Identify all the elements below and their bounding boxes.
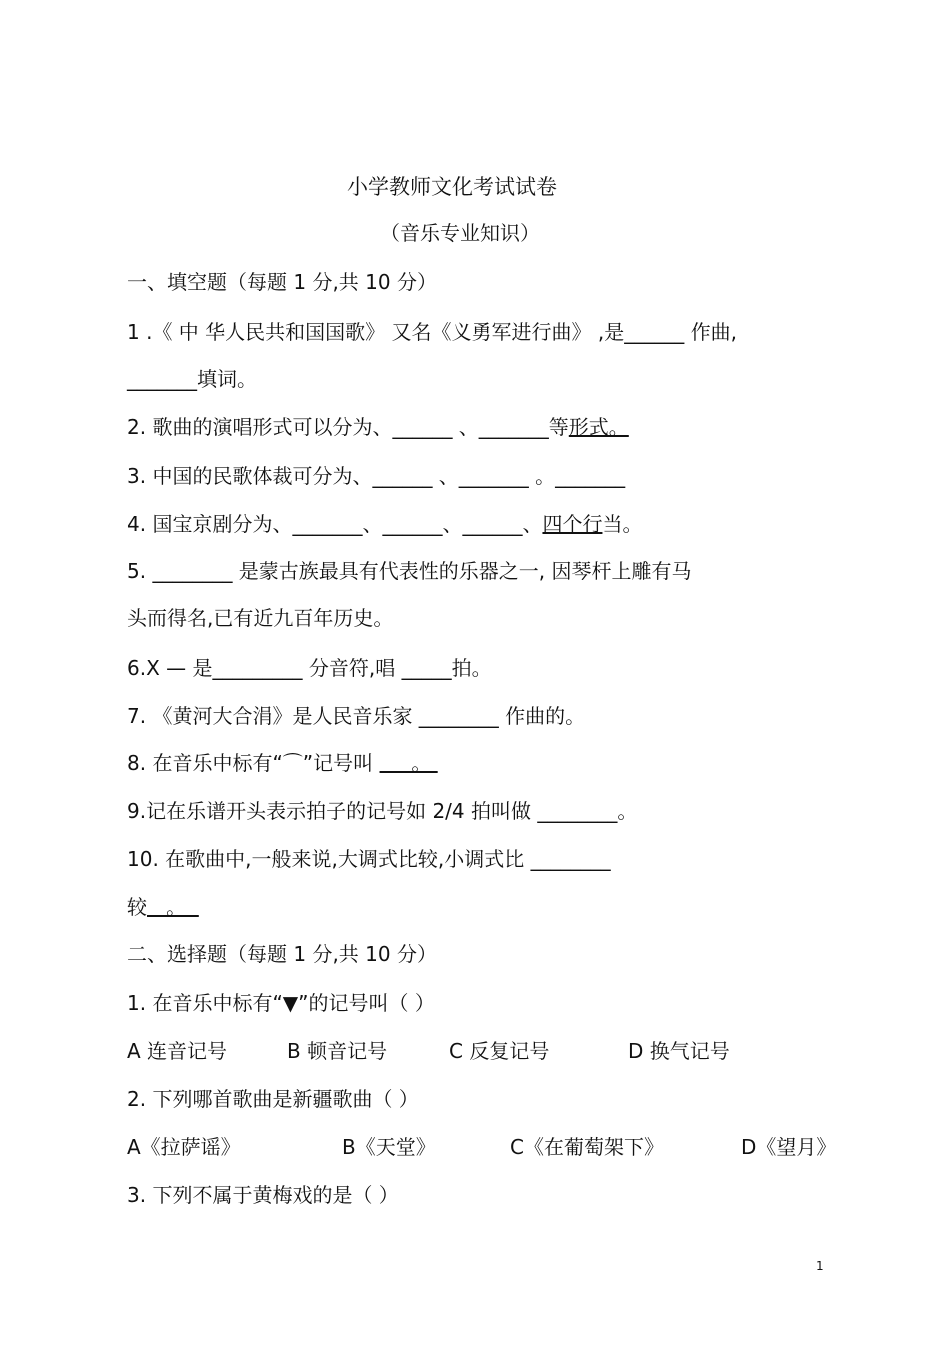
section2-heading: 二、选择题（每题 1 分,共 10 分） bbox=[127, 942, 437, 966]
question-2-underlined: 形式。 bbox=[568, 415, 629, 439]
mc-question-3: 3. 下列不属于黄梅戏的是（ ） bbox=[127, 1183, 399, 1207]
question-8-text: 8. 在音乐中标有“⌒”记号叫 bbox=[127, 751, 380, 775]
question-8-underlined: 。 bbox=[379, 751, 438, 775]
mc-question-2: 2. 下列哪首歌曲是新疆歌曲（ ） bbox=[127, 1087, 419, 1111]
question-10-line2 bbox=[127, 893, 199, 921]
question-8 bbox=[127, 749, 438, 777]
question-5-line2: 头而得名,已有近九百年历史。 bbox=[127, 606, 394, 630]
mc-question-2-option-c: C《在葡萄架下》 bbox=[510, 1135, 664, 1159]
question-4 bbox=[127, 510, 642, 538]
question-2 bbox=[127, 413, 629, 441]
page-number: 1 bbox=[816, 1259, 824, 1273]
question-10-underlined: 。 bbox=[147, 895, 199, 919]
question-10-prefix: 较 bbox=[127, 895, 147, 919]
mc-question-1: 1. 在音乐中标有“▼”的记号叫（ ） bbox=[127, 991, 435, 1015]
question-2-text: 2. 歌曲的演唱形式可以分为、______ 、_______等 bbox=[127, 415, 569, 439]
mc-question-1-option-b: B 顿音记号 bbox=[287, 1039, 388, 1063]
mc-question-1-option-a: A 连音记号 bbox=[127, 1039, 228, 1063]
question-6: 6.X — 是_________ 分音符,唱 _____拍。 bbox=[127, 656, 492, 680]
question-3: 3. 中国的民歌体裁可分为、______ 、_______ 。_______ bbox=[127, 464, 626, 488]
question-4-underlined: 四个行 bbox=[542, 512, 603, 536]
mc-question-2-option-d: D《望月》 bbox=[741, 1135, 837, 1159]
mc-question-1-option-c: C 反复记号 bbox=[449, 1039, 550, 1063]
document-subtitle: （音乐专业知识） bbox=[380, 221, 540, 245]
question-4-text: 4. 国宝京剧分为、_______、______、______、 bbox=[127, 512, 543, 536]
mc-question-2-option-a: A《拉萨谣》 bbox=[127, 1135, 241, 1159]
question-5-line1: 5. ________ 是蒙古族最具有代表性的乐器之一, 因琴杆上雕有马 bbox=[127, 559, 692, 583]
mc-question-2-option-b: B《天堂》 bbox=[342, 1135, 436, 1159]
question-9: 9.记在乐谱开头表示拍子的记号如 2/4 拍叫做 ________。 bbox=[127, 799, 638, 823]
mc-question-1-option-d: D 换气记号 bbox=[628, 1039, 730, 1063]
question-7: 7. 《黄河大合涓》是人民音乐家 ________ 作曲的。 bbox=[127, 704, 586, 728]
question-1-line2: _______填词。 bbox=[127, 367, 257, 391]
question-10-line1: 10. 在歌曲中,一般来说,大调式比较,小调式比 ________ bbox=[127, 847, 611, 871]
section1-heading: 一、填空题（每题 1 分,共 10 分） bbox=[127, 270, 437, 294]
document-title: 小学教师文化考试试卷 bbox=[347, 175, 557, 199]
question-4-tail: 当。 bbox=[602, 512, 643, 536]
question-1-line1: 1 .《 中 华人民共和国国歌》 又名《义勇军进行曲》 ,是______ 作曲, bbox=[127, 320, 737, 344]
